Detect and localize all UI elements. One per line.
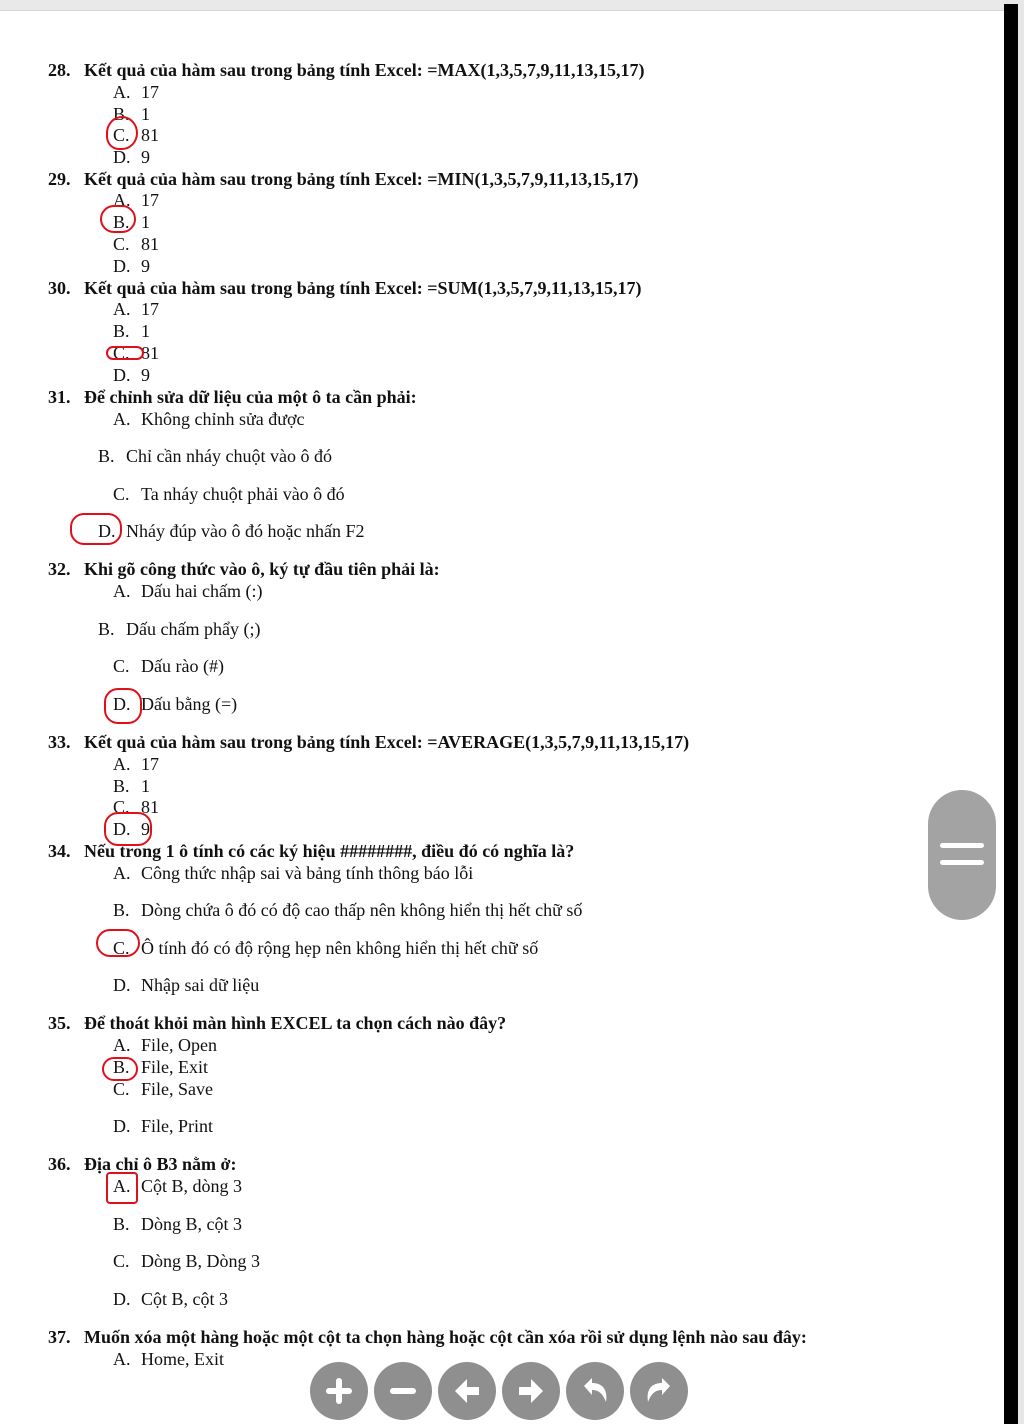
option: B. File, Exit [113,1057,208,1077]
option: D. Nhập sai dữ liệu [113,975,260,995]
option: D. File, Print [113,1116,214,1136]
option: B. 1 [113,104,150,124]
grip-line [940,860,984,865]
arrow-right-icon [514,1374,548,1408]
question-36: 36. Địa chỉ ô B3 nằm ở: [48,1154,237,1174]
undo-icon [578,1374,612,1408]
option: C. 81 [113,234,159,254]
option: A. Công thức nhập sai và bảng tính thông báo lỗi [113,863,474,883]
option: C. Dấu rào (#) [113,656,224,676]
zoom-out-icon [386,1374,420,1408]
option: B. Dòng chứa ô đó có độ cao thấp nên không hiển thị hết chữ số [113,900,583,920]
grip-line [940,843,984,848]
option: D. Cột B, cột 3 [113,1289,229,1309]
option: D. 9 [113,147,150,167]
option: A. Dấu hai chấm (:) [113,581,263,601]
option: A. Home, Exit [113,1349,224,1369]
option: B. Chỉ cần nháy chuột vào ô đó [98,446,332,466]
scroll-handle[interactable] [928,790,996,920]
option: B. Dấu chấm phẩy (;) [98,619,261,639]
undo-button[interactable] [566,1362,624,1420]
redo-icon [642,1374,676,1408]
option: A. File, Open [113,1035,217,1055]
option: A. Không chỉnh sửa được [113,409,305,429]
viewer-top-border [0,0,1004,11]
option: C. File, Save [113,1079,213,1099]
option: B. 1 [113,321,150,341]
zoom-in-button[interactable] [310,1362,368,1420]
redo-button[interactable] [630,1362,688,1420]
viewer-toolbar [310,1362,688,1420]
question-37: 37. Muốn xóa một hàng hoặc một cột ta chọn hàng hoặc cột cần xóa rồi sử dụng lệnh nào sau đây: [48,1327,807,1347]
option: D. Nháy đúp vào ô đó hoặc nhấn F2 [98,521,365,541]
question-30: 30. Kết quả của hàm sau trong bảng tính Excel: =SUM(1,3,5,7,9,11,13,15,17) [48,278,642,298]
option: A. Cột B, dòng 3 [113,1176,243,1196]
option: A. 17 [113,190,159,210]
question-35: 35. Để thoát khỏi màn hình EXCEL ta chọn cách nào đây? [48,1013,507,1033]
question-31: 31. Để chỉnh sửa dữ liệu của một ô ta cần phải: [48,387,417,407]
question-32: 32. Khi gõ công thức vào ô, ký tự đầu tiên phải là: [48,559,440,579]
option: B. 1 [113,776,150,796]
page-edge-bar [1004,4,1018,1424]
option: C. 81 [113,343,159,363]
option: C. Ta nháy chuột phải vào ô đó [113,484,345,504]
option: B. 1 [113,212,150,232]
question-34: 34. Nếu trong 1 ô tính có các ký hiệu ########, điều đó có nghĩa là? [48,841,575,861]
option: A. 17 [113,754,159,774]
option: C. 81 [113,797,159,817]
option: D. 9 [113,365,150,385]
option: C. 81 [113,125,159,145]
previous-page-button[interactable] [438,1362,496,1420]
option: B. Dòng B, cột 3 [113,1214,242,1234]
zoom-in-icon [322,1374,356,1408]
question-29: 29. Kết quả của hàm sau trong bảng tính Excel: =MIN(1,3,5,7,9,11,13,15,17) [48,169,639,189]
option: A. 17 [113,82,159,102]
arrow-left-icon [450,1374,484,1408]
option: C. Ô tính đó có độ rộng hẹp nên không hiển thị hết chữ số [113,938,539,958]
question-28: 28. Kết quả của hàm sau trong bảng tính Excel: =MAX(1,3,5,7,9,11,13,15,17) [48,60,645,80]
question-33: 33. Kết quả của hàm sau trong bảng tính Excel: =AVERAGE(1,3,5,7,9,11,13,15,17) [48,732,690,752]
zoom-out-button[interactable] [374,1362,432,1420]
option: C. Dòng B, Dòng 3 [113,1251,261,1271]
next-page-button[interactable] [502,1362,560,1420]
option: D. 9 [113,256,150,276]
option: A. 17 [113,299,159,319]
option: D. Dấu bằng (=) [113,694,238,714]
option: D. 9 [113,819,150,839]
